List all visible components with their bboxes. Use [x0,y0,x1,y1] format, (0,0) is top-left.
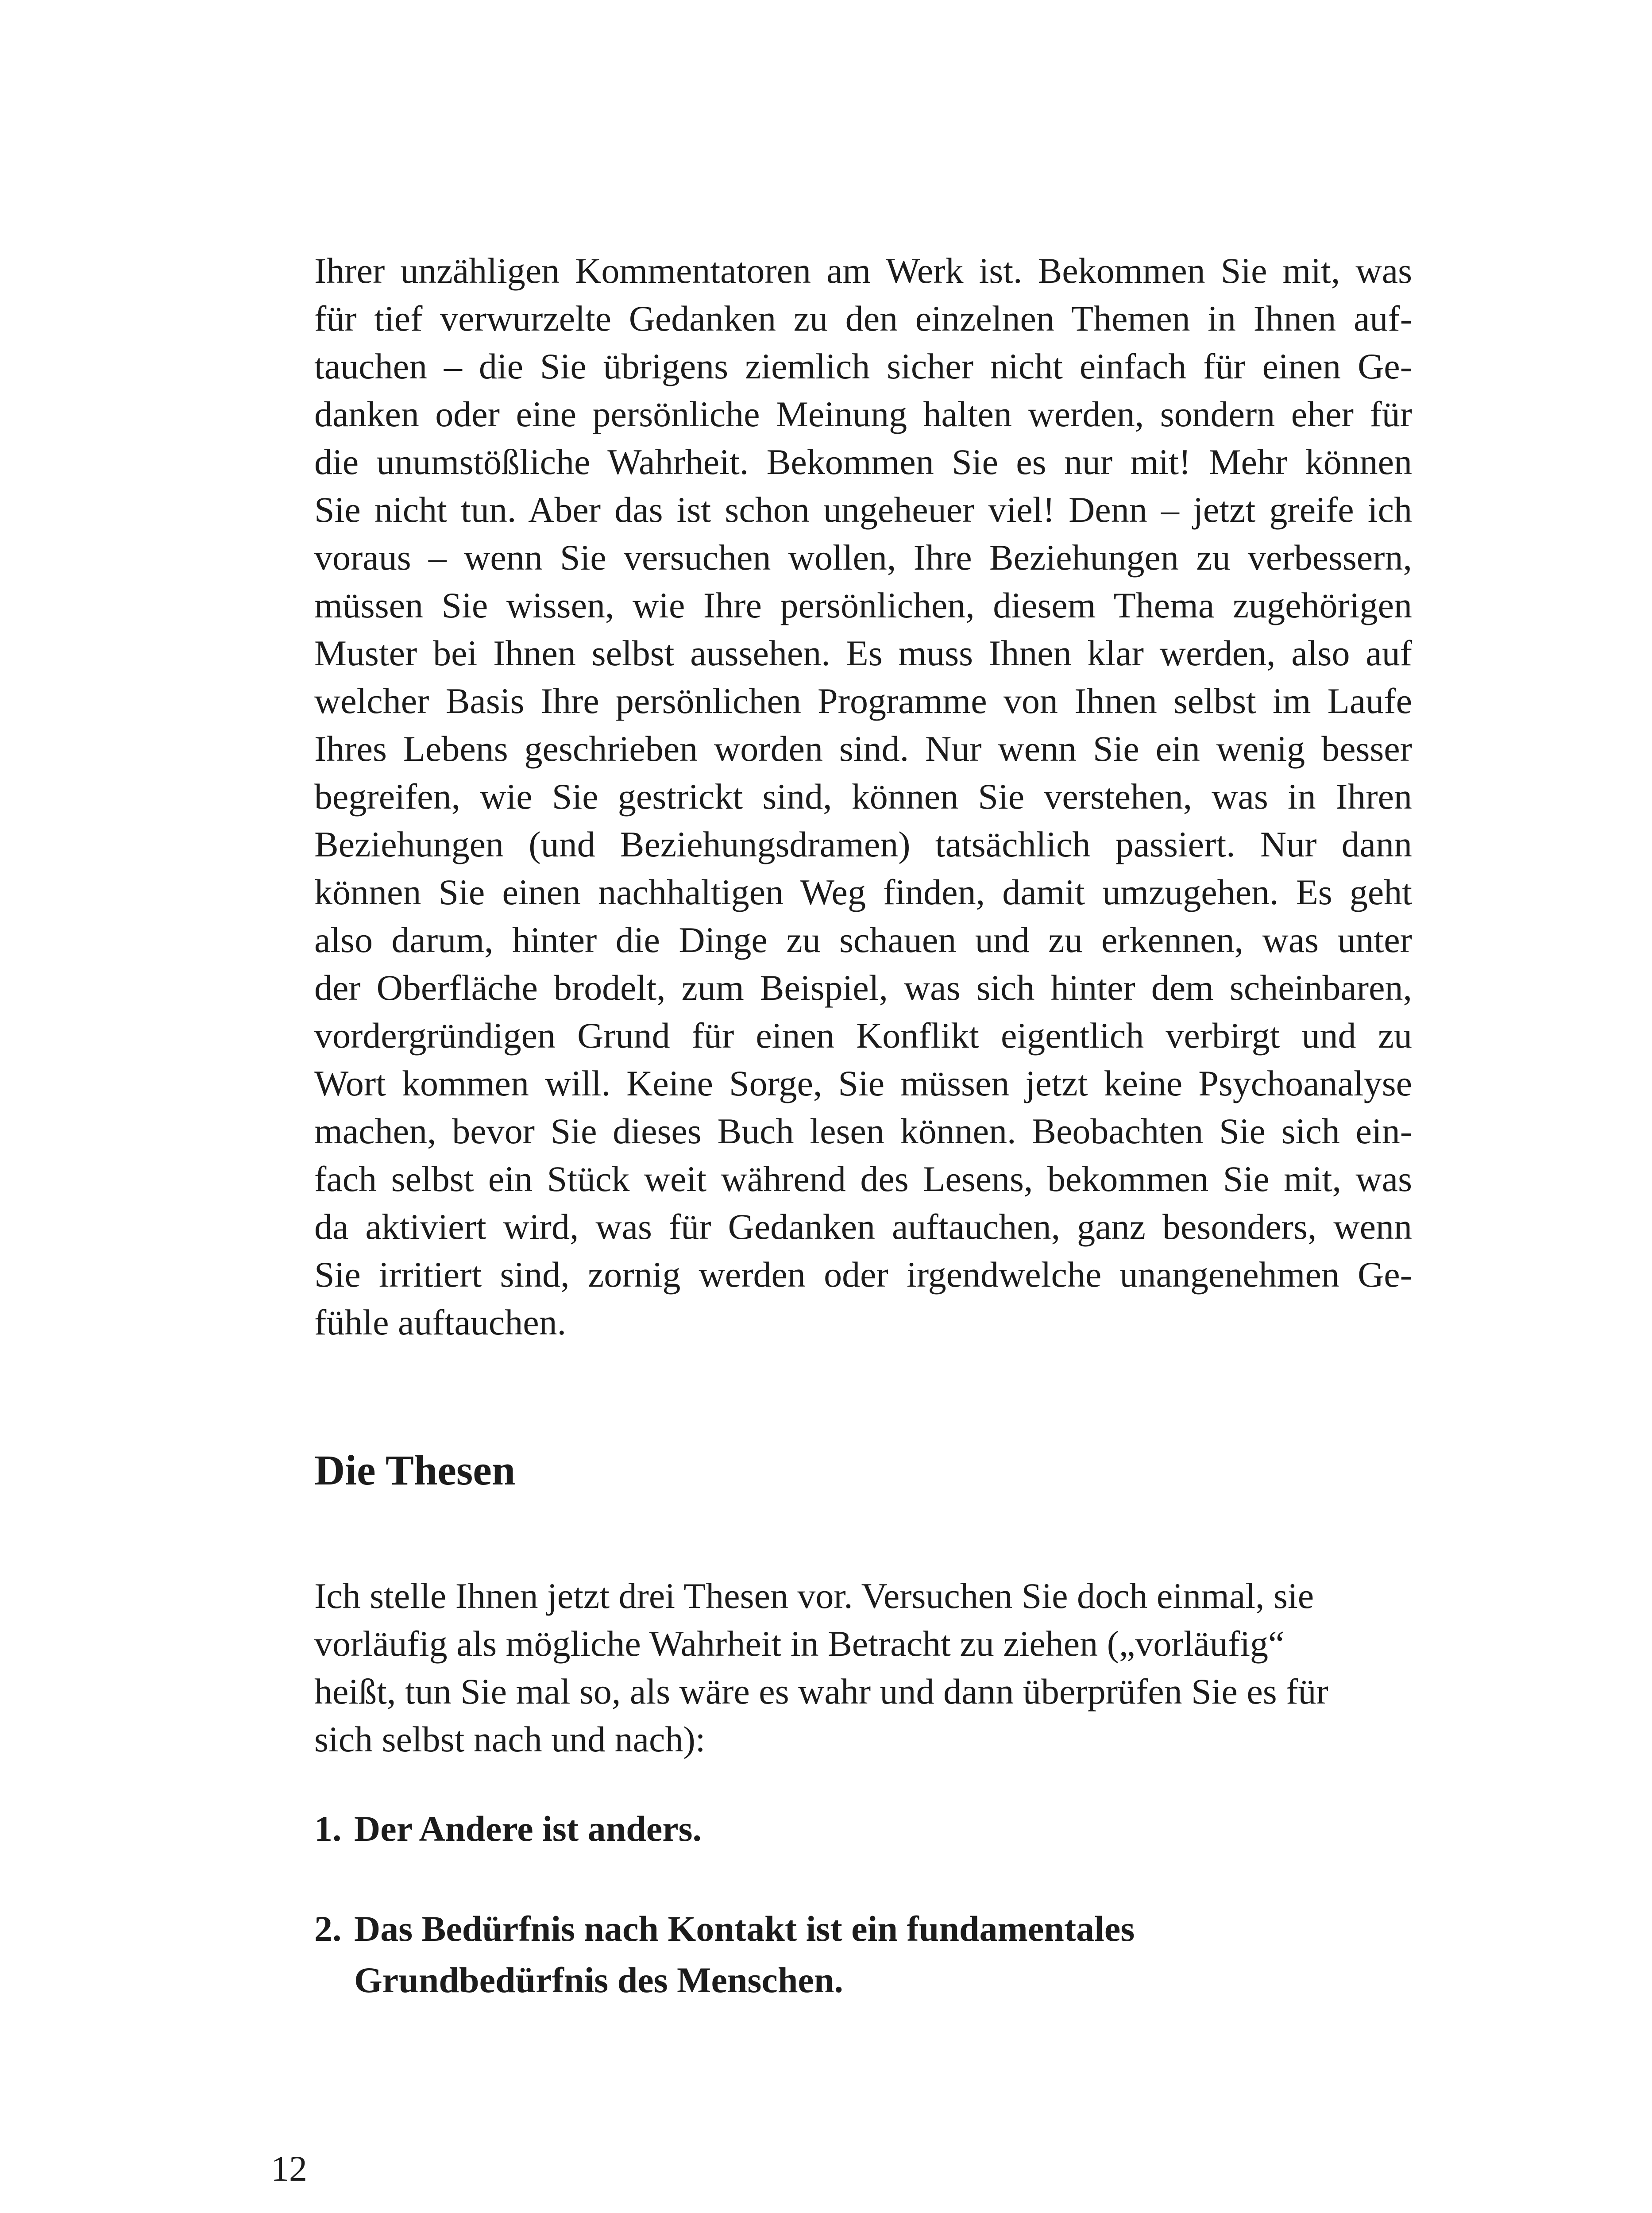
intro-line: sich selbst nach und nach): [314,1719,706,1759]
thesis-item [314,1903,1412,2006]
body-line: Sie nicht tun. Aber das ist schon ungeheuer viel! Denn – jetzt greife ich [314,490,1412,530]
thesis-number: 1. [314,1808,342,1849]
body-line: Sie irritiert sind, zornig werden oder irgendwelche unangenehmen Ge- [314,1254,1412,1295]
body-line: voraus – wenn Sie versuchen wollen, Ihre Beziehungen zu verbessern, [314,537,1412,578]
body-line: vordergründigen Grund für einen Konflikt eigentlich verbirgt und zu [314,1015,1412,1056]
body-line: tauchen – die Sie übrigens ziemlich sicher nicht einfach für einen Ge- [314,346,1412,386]
thesis-line: Grundbedürfnis des Menschen. [354,1960,843,2000]
body-line: begreifen, wie Sie gestrickt sind, können Sie verstehen, was in Ihren [314,776,1412,817]
body-line: Ihrer unzähligen Kommentatoren am Werk ist. Bekommen Sie mit, was [314,251,1412,291]
body-line: können Sie einen nachhaltigen Weg finden, damit umzugehen. Es geht [314,872,1412,912]
body-line: müssen Sie wissen, wie Ihre persönlichen, diesem Thema zugehörigen [314,585,1412,625]
section-heading: Die Thesen [314,1446,516,1494]
intro-line: heißt, tun Sie mal so, als wäre es wahr und dann überprüfen Sie es für [314,1671,1328,1712]
body-line: Muster bei Ihnen selbst aussehen. Es muss Ihnen klar werden, also auf [314,633,1412,673]
intro-paragraph [314,1572,1394,1763]
body-line: da aktiviert wird, was für Gedanken auftauchen, ganz besonders, wenn [314,1207,1412,1247]
body-line: fühle auftauchen. [314,1302,567,1342]
body-line: Wort kommen will. Keine Sorge, Sie müssen jetzt keine Psychoanalyse [314,1063,1412,1103]
body-line: Beziehungen (und Beziehungsdramen) tatsächlich passiert. Nur dann [314,824,1412,864]
intro-line: vorläufig als mögliche Wahrheit in Betracht zu ziehen („vorläufig“ [314,1623,1285,1664]
thesis-line [314,1903,1412,1955]
body-paragraph [314,247,1412,1346]
thesis-text: Das Bedürfnis nach Kontakt ist ein fundamentales [354,1908,1135,1949]
body-line: welcher Basis Ihre persönlichen Programme von Ihnen selbst im Laufe [314,681,1412,721]
thesis-line [314,1803,1412,1854]
page-number: 12 [271,2148,307,2189]
thesis-item [314,1803,1412,1854]
body-line: der Oberfläche brodelt, zum Beispiel, was sich hinter dem scheinbaren, [314,968,1412,1008]
body-line: Ihres Lebens geschrieben worden sind. Nur wenn Sie ein wenig besser [314,729,1412,769]
body-line: für tief verwurzelte Gedanken zu den einzelnen Themen in Ihnen auf- [314,298,1412,339]
thesis-number: 2. [314,1908,342,1949]
body-line: also darum, hinter die Dinge zu schauen und zu erkennen, was unter [314,920,1412,960]
body-line: die unumstößliche Wahrheit. Bekommen Sie es nur mit! Mehr können [314,442,1412,482]
thesis-text: Der Andere ist anders. [354,1808,702,1849]
intro-line: Ich stelle Ihnen jetzt drei Thesen vor. Versuchen Sie doch einmal, sie [314,1576,1314,1616]
body-line: danken oder eine persönliche Meinung halten werden, sondern eher für [314,394,1412,434]
body-line: fach selbst ein Stück weit während des Lesens, bekommen Sie mit, was [314,1159,1412,1199]
body-line: machen, bevor Sie dieses Buch lesen können. Beobachten Sie sich ein- [314,1111,1412,1151]
